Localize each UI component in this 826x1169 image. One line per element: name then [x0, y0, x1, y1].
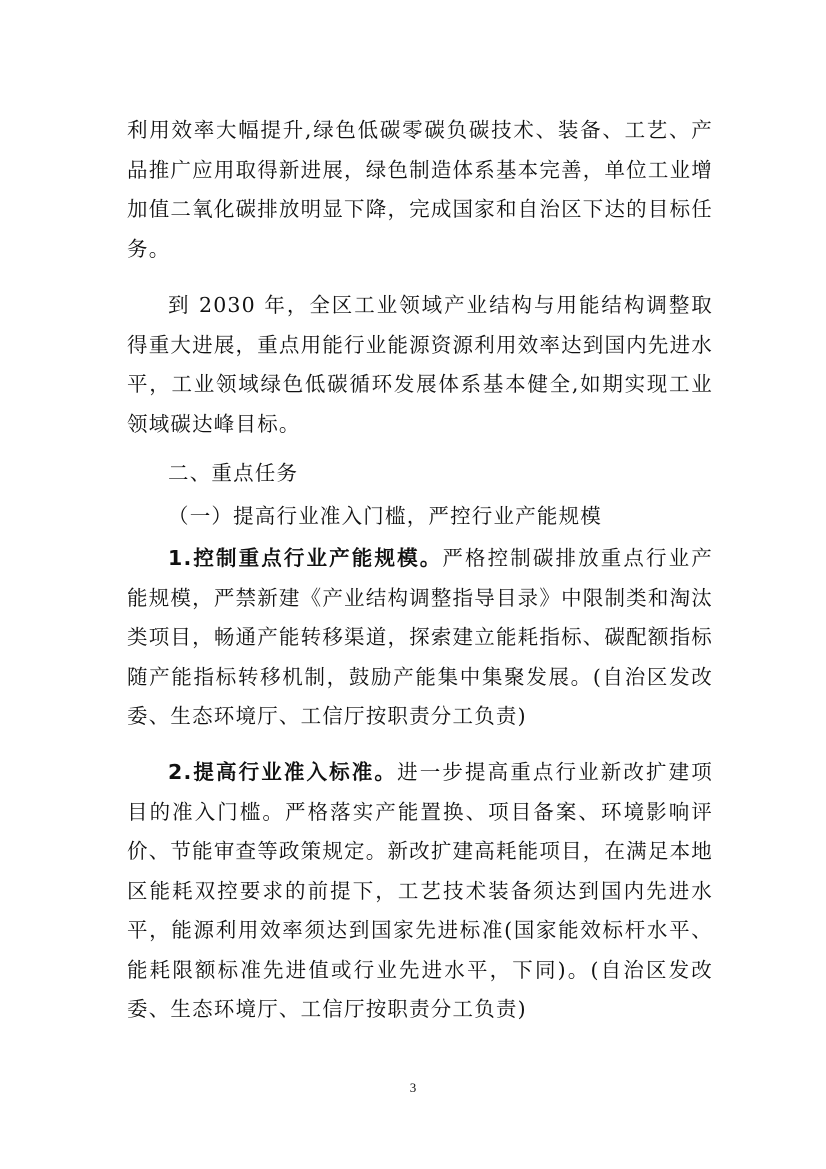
task-item-1	[127, 539, 713, 737]
task-item-2-lead: 2.提高行业准入标准。	[168, 760, 398, 784]
paragraph-2030-goals: 到 2030 年，全区工业领域产业结构与用能结构调整取得重大进展，重点用能行业能源资源利用效率达到国内先进水平，工业领域绿色低碳循环发展体系基本健全,如期实现工业领域碳达峰目标。	[127, 293, 713, 436]
task-item-2-text: 进一步提高重点行业新改扩建项目的准入门槛。严格落实产能置换、项目备案、环境影响评价、节能审查等政策规定。新改扩建高耗能项目，在满足本地区能耗双控要求的前提下，工艺技术装备须达到国内先进水平，能源利用效率须达到国家先进标准(国家能效标杆水平、能耗限额标准先进值或行业先进水平，下同)。(自治区发改委、生态环境厅、工信厅按职责分工负责)	[127, 760, 713, 1021]
task-item-1-text: 严格控制碳排放重点行业产能规模，严禁新建《产业结构调整指导目录》中限制类和淘汰类项目，畅通产能转移渠道，探索建立能耗指标、碳配额指标随产能指标转移机制，鼓励产能集中集聚发展。(自治区发改委、生态环境厅、工信厅按职责分工负责)	[127, 546, 713, 728]
subsection-heading: （一）提高行业准入门槛，严控行业产能规模	[168, 504, 602, 528]
section-heading: 二、重点任务	[168, 461, 299, 485]
page-number: 3	[409, 1080, 417, 1095]
paragraph-targets-continued: 利用效率大幅提升,绿色低碳零碳负碳技术、装备、工艺、产品推广应用取得新进展，绿色制造体系基本完善，单位工业增加值二氧化碳排放明显下降，完成国家和自治区下达的目标任务。	[127, 118, 713, 261]
task-item-2	[127, 753, 713, 1030]
task-item-1-lead: 1.控制重点行业产能规模。	[168, 546, 443, 570]
